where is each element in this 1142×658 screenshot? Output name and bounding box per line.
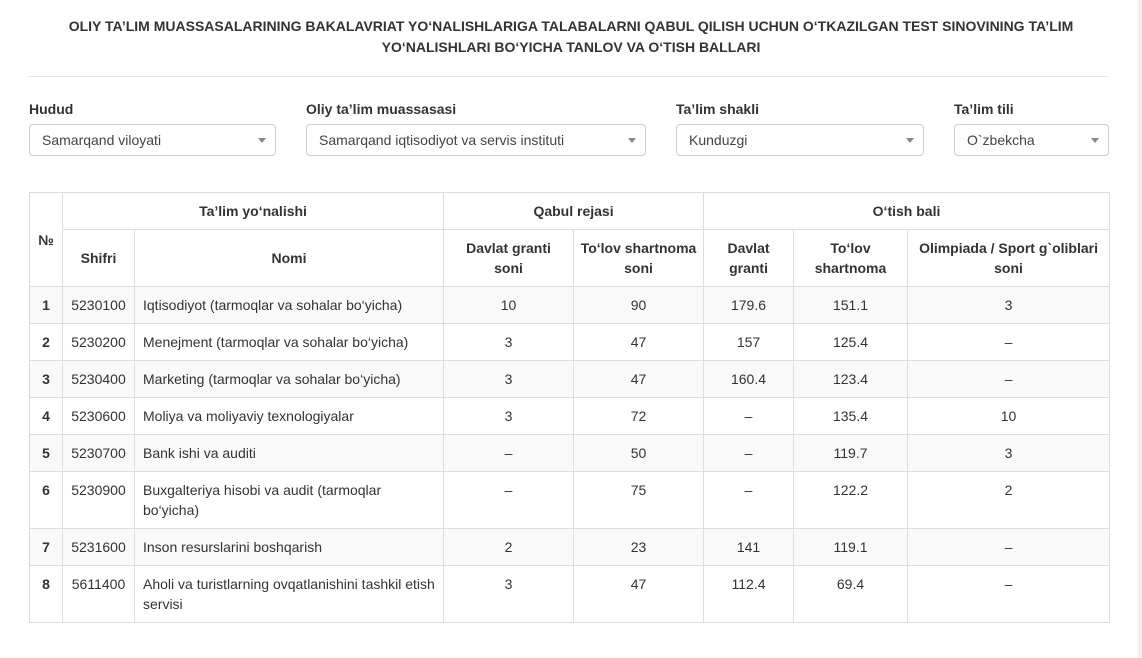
header-score-contract: To‘lov shartnoma <box>794 230 908 287</box>
table-row <box>30 361 1110 398</box>
table-row <box>30 435 1110 472</box>
row-code: 5230400 <box>63 361 135 398</box>
row-code: 5230100 <box>63 287 135 324</box>
region-label: Hudud <box>29 101 74 117</box>
page-title-line-2: YO‘NALISHLARI BO‘YICHA TANLOV VA O‘TISH BALLARI <box>381 39 761 55</box>
table-row <box>30 324 1110 361</box>
row-plan-contract: 47 <box>574 566 704 623</box>
row-score-contract: 123.4 <box>794 361 908 398</box>
row-olympiad: – <box>908 324 1110 361</box>
row-score-grant: 141 <box>704 529 794 566</box>
row-score-grant: – <box>704 398 794 435</box>
language-filter <box>954 99 1109 156</box>
institution-select-value: Samarqand iqtisodiyot va servis instituti <box>319 132 565 148</box>
row-plan-grant: – <box>444 435 574 472</box>
row-score-grant: 112.4 <box>704 566 794 623</box>
header-divider <box>28 76 1108 77</box>
row-code: 5230600 <box>63 398 135 435</box>
study-form-select-value: Kunduzgi <box>689 132 748 148</box>
row-score-contract: 122.2 <box>794 472 908 529</box>
header-code: Shifri <box>63 230 135 287</box>
row-score-grant: 157 <box>704 324 794 361</box>
row-num: 4 <box>30 398 63 435</box>
row-plan-grant: 3 <box>444 324 574 361</box>
row-name: Buxgalteriya hisobi va audit (tarmoqlar bo‘yicha) <box>135 472 444 529</box>
row-name: Bank ishi va auditi <box>135 435 444 472</box>
row-plan-grant: 3 <box>444 566 574 623</box>
institution-select[interactable] <box>306 124 646 156</box>
row-score-grant: – <box>704 472 794 529</box>
row-score-grant: 179.6 <box>704 287 794 324</box>
header-plan-contract: To‘lov shartnoma soni <box>574 230 704 287</box>
row-name: Marketing (tarmoqlar va sohalar bo‘yicha) <box>135 361 444 398</box>
header-name: Nomi <box>135 230 444 287</box>
row-olympiad: 3 <box>908 435 1110 472</box>
header-num: № <box>30 193 63 287</box>
caret-down-icon <box>628 138 636 143</box>
row-plan-contract: 23 <box>574 529 704 566</box>
row-code: 5230200 <box>63 324 135 361</box>
row-olympiad: 10 <box>908 398 1110 435</box>
region-select[interactable] <box>29 124 276 156</box>
header-direction: Ta’lim yo‘nalishi <box>63 193 444 230</box>
header-admission-plan: Qabul rejasi <box>444 193 704 230</box>
language-select-value: O`zbekcha <box>967 132 1035 148</box>
row-code: 5230900 <box>63 472 135 529</box>
caret-down-icon <box>906 138 914 143</box>
row-num: 1 <box>30 287 63 324</box>
study-form-select[interactable] <box>676 124 924 156</box>
row-name: Iqtisodiyot (tarmoqlar va sohalar bo‘yicha) <box>135 287 444 324</box>
page-title-line-1: OLIY TA’LIM MUASSASALARINING BAKALAVRIAT YO‘NALISHLARIGA TALABALARNI QABUL QILISH UCHUN O‘TKAZILGAN TEST SINOVINING TA’LIM <box>68 18 1074 34</box>
row-score-contract: 119.1 <box>794 529 908 566</box>
row-name: Menejment (tarmoqlar va sohalar bo‘yicha) <box>135 324 444 361</box>
row-num: 7 <box>30 529 63 566</box>
row-plan-grant: 3 <box>444 361 574 398</box>
institution-label: Oliy ta’lim muassasasi <box>306 101 457 117</box>
row-plan-grant: 2 <box>444 529 574 566</box>
header-olympiad: Olimpiada / Sport g`oliblari soni <box>908 230 1110 287</box>
study-form-label: Ta’lim shakli <box>676 101 759 117</box>
header-passing-score: O‘tish bali <box>704 193 1110 230</box>
row-name: Aholi va turistlarning ovqatlanishini tashkil etish servisi <box>135 566 444 623</box>
study-form-filter <box>676 99 924 156</box>
row-score-grant: 160.4 <box>704 361 794 398</box>
header-score-grant: Davlat granti <box>704 230 794 287</box>
row-num: 5 <box>30 435 63 472</box>
table-row <box>30 472 1110 529</box>
results-table <box>29 192 1110 623</box>
caret-down-icon <box>1091 138 1099 143</box>
row-olympiad: 2 <box>908 472 1110 529</box>
row-olympiad: – <box>908 529 1110 566</box>
row-code: 5611400 <box>63 566 135 623</box>
row-plan-contract: 90 <box>574 287 704 324</box>
region-filter <box>29 99 276 156</box>
table-row <box>30 398 1110 435</box>
row-num: 6 <box>30 472 63 529</box>
row-score-grant: – <box>704 435 794 472</box>
language-select[interactable] <box>954 124 1109 156</box>
row-plan-contract: 50 <box>574 435 704 472</box>
row-code: 5230700 <box>63 435 135 472</box>
page-scrollbar[interactable] <box>1138 0 1142 658</box>
row-code: 5231600 <box>63 529 135 566</box>
table-row <box>30 529 1110 566</box>
language-label: Ta’lim tili <box>954 101 1014 117</box>
institution-filter <box>306 99 646 156</box>
row-plan-grant: 3 <box>444 398 574 435</box>
region-select-value: Samarqand viloyati <box>42 132 162 148</box>
row-olympiad: 3 <box>908 287 1110 324</box>
header-plan-grant: Davlat granti soni <box>444 230 574 287</box>
row-plan-grant: 10 <box>444 287 574 324</box>
row-plan-contract: 47 <box>574 324 704 361</box>
caret-down-icon <box>258 138 266 143</box>
row-score-contract: 151.1 <box>794 287 908 324</box>
row-num: 3 <box>30 361 63 398</box>
table-row <box>30 287 1110 324</box>
row-name: Inson resurslarini boshqarish <box>135 529 444 566</box>
row-plan-contract: 75 <box>574 472 704 529</box>
row-score-contract: 135.4 <box>794 398 908 435</box>
row-num: 2 <box>30 324 63 361</box>
row-num: 8 <box>30 566 63 623</box>
table-row <box>30 566 1110 623</box>
row-plan-contract: 72 <box>574 398 704 435</box>
row-score-contract: 125.4 <box>794 324 908 361</box>
row-name: Moliya va moliyaviy texnologiyalar <box>135 398 444 435</box>
row-plan-grant: – <box>444 472 574 529</box>
row-score-contract: 69.4 <box>794 566 908 623</box>
row-olympiad: – <box>908 361 1110 398</box>
row-olympiad: – <box>908 566 1110 623</box>
row-plan-contract: 47 <box>574 361 704 398</box>
row-score-contract: 119.7 <box>794 435 908 472</box>
page-title <box>40 16 1102 58</box>
